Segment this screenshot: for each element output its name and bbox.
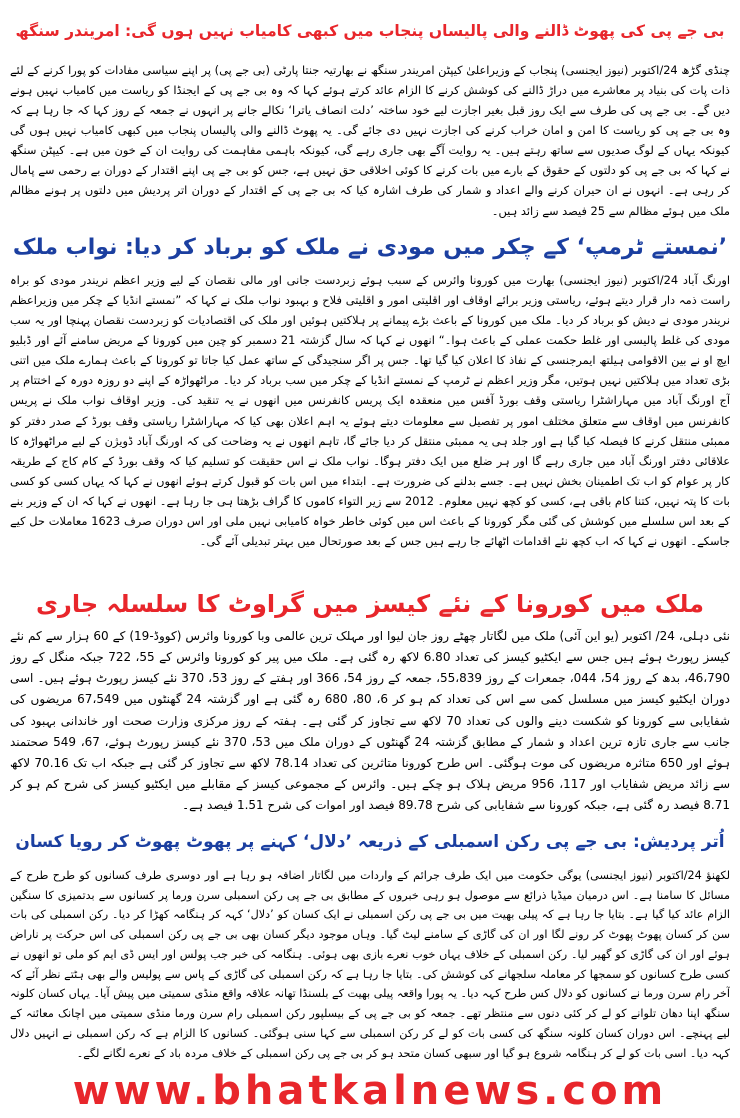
article-1-headline[interactable]: بی جے پی کی پھوٹ ڈالنے والی پالیساں پنجاب میں کبھی کامیاب نہیں ہوں گی: امریندر سنگھ	[15, 22, 725, 40]
article-3-headline[interactable]: ملک میں کورونا کے نئے کیسز میں گراوٹ کا سلسلہ جاری	[36, 590, 704, 618]
article-3-body: نئی دہلی، 24/ اکتوبر (یو این آئی) ملک میں لگاتار چھٹے روز جان لیوا اور مہلک ترین عالمی وبا کورونا وائرس (کووڈ-19) کے 60 ہزار سے کم نئے کیسز رپورٹ ہوئے ہیں جس سے ایکٹیو کیسز کی تعداد 6.80 لاکھ رہ گئی ہے۔ ملک میں پیر کو کورونا وائرس کے 55، 722 جبکہ منگل کے روز 46،790، بدھ کے روز 54، 044، جمعرات کے روز 55،839، جمعہ کے روز 54، 366 اور ہفتے کے روز 53، 370 نئے کیسز رپورٹ ہوئے ہیں۔ اسی دوران ایکٹیو کیسز میں مسلسل کمی سے اس کی تعداد کم ہو کر 6، 80، 680 رہ گئی ہے اور گزشتہ 24 گھنٹوں میں 67،549 مریضوں کی شفایابی سے کورونا کو شکست دینے والوں کی تعداد 70 لاکھ سے تجاوز کر گئی ہے۔ ہفتہ کے روز مرکزی وزارت صحت اور خاندانی بہبود کی جانب سے جاری تازہ ترین اعداد و شمار کے مطابق گزشتہ 24 گھنٹوں کے دوران ملک میں 53، 370 نئے کیسز رپورٹ ہوئے، 67، 549 صحتمند ہوئے اور 650 متاثرہ مریضوں کی موت ہوگئی۔ اس طرح کورونا متاثرین کی تعداد 78.14 لاکھ سے تجاوز کر گئی ہے جبکہ اب تک 70.16 لاکھ سے زائد مریض شفایاب اور 117، 956 مریض ہلاک ہو چکے ہیں۔ وائرس کے مجموعی کیسز کے مقابلے میں ایکٹیو کیسز کی شرح کم ہو کر 8.71 فیصد رہ گئی ہے، جبکہ کورونا سے شفایابی کی شرح 89.78 فیصد اور اموات کی شرح 1.51 فیصد ہے۔	[10, 629, 730, 813]
article-2-body: اورنگ آباد 24/اکتوبر (نیوز ایجنسی) بھارت میں کورونا وائرس کے سبب ہوئے زبردست جانی اور مالی نقصان کے لیے وزیر اعظم نریندر مودی کو براہ راست ذمہ دار قرار دیتے ہوئے، ریاستی وزیر برائے اوقاف اور اقلیتی امور و اقلیتی فلاح و بہبود نواب ملک نے کہا کہ ”نمستے انڈیا کے چکر میں وزیراعظم نریندر مودی نے دیش کو برباد کر دیا۔ ملک میں کورونا کے باعث بڑے پیمانے پر ہلاکتیں ہوئیں اور ملک کی اقتصادیات کو زبردست نقصان پہنچا اور یہ سب مودی کی غلط پالیسی اور غلط حکمت عملی کے باعث ہوا۔“ انھوں نے کہا کہ سال گزشتہ 21 دسمبر کو چین میں کورونا کے مریض سامنے آئے اور ڈبلیو ایچ او نے بین الاقوامی ہیلتھ ایمرجنسی کے نفاذ کا اعلان کیا گیا تھا۔ جس پر اگر سنجیدگی کے ساتھ عمل کیا جاتا تو کورونا کے باعث ہمارے ملک میں اتنی بڑی تعداد میں ہلاکتیں نہیں ہوتیں، مگر وزیر اعظم نے ٹرمپ کے نمستے انڈیا کے چکر میں سب برباد کر دیا۔ مراٹھواڑہ کے اپنے دو روزہ دورہ کے اختتام پر آج اورنگ آباد میں مہاراشٹرا ریاستی وقف بورڈ آفس میں منعقدہ ایک پریس کانفرنس میں انھوں نے یہ تنقید کی۔ وزیر اوقاف نواب ملک نے پریس کانفرنس میں اوقاف سے متعلق مختلف امور پر تفصیل سے معلومات دیتے ہوئے یہ اہم اعلان بھی کیا کہ مہاراشٹرا ریاستی وقف بورڈ کے صدر دفتر کو ممبئی منتقل کرنے کا فیصلہ کیا گیا ہے اور جلد ہی یہ ممبئی منتقل کر دیا جائے گا، تاہم انھوں نے یہ وضاحت کی کہ اورنگ آباد ڈویژن کے لیے مراٹھواڑہ کا علاقائی دفتر اورنگ آباد میں جاری رہے گا اور ہر ضلع میں ایک دفتر ہوگا۔ نواب ملک نے اس حقیقت کو تسلیم کیا کہ وقف بورڈ کے کام کاج کے طریقہ کار پر عوام کو اب تک اطمینان بخش نہیں ہے۔ جسے بدلنے کی ضرورت ہے۔ ابتداء میں اس بات کو قبول کرتے ہوئے انھوں نے کہا کہ یہاں کسی کو کسی بات کا پتہ نہیں، کتنا کام باقی ہے، کسی کو کچھ نہیں معلوم۔ 2012 سے زیر التواء کاموں کا گراف بڑھتا ہی جا رہا ہے۔ انھوں نے کہا کہ ان کے وزیر بنے کے بعد اس سلسلے میں کوشش کی گئی مگر کورونا کے باعث اس میں کوئی خاطر خواہ کامیابی نہیں ملی اور اس دوران صرف 1623 معاملات حل کیے جاسکے۔ انھوں نے کہا کہ اب کچھ نئے اقدامات اٹھائے جا رہے ہیں جس کے بعد صورتحال میں بہتر تبدیلی آئے گی۔	[10, 273, 730, 549]
article-1-body: چنڈی گڑھ 24/اکتوبر (نیوز ایجنسی) پنجاب کے وزیراعلیٰ کیپٹن امریندر سنگھ نے بھارتیہ جنتا پارٹی (بی جے پی) پر اپنے سیاسی مفادات کو پورا کرنے کے لئے ذات پات کی بنیاد پر معاشرے میں دراڑ ڈالنے کی کوشش کرنے کا الزام عائد کرتے ہوئے کہا کہ وہ بی جے پی کے ایجنڈا کو ریاست میں کامیاب نہیں ہونے دیں گے۔ بی جے پی کی طرف سے ایک روز قبل بغیر اجازت لیے خود ساختہ ’دلت انصاف یاترا‘ نکالے جانے پر انہوں نے جمعہ کے روز کہا کہ جا رہا ہے کہ وہ بی جے پی کو ریاست کا امن و امان خراب کرنے کی اجازت نہیں دی جائے گی۔ یہ پھوٹ ڈالنے والی پالیساں پنجاب میں کبھی کامیاب نہیں ہوں گی کیونکہ یہاں کے لوگ صدیوں سے ساتھ رہتے ہیں۔ یہ روایت آگے بھی جاری رہے گی، کیونکہ باہمی مفاہمت کی روایت ان کے خون میں ہے۔ کیپٹن سنگھ نے کہا کہ بی جے پی کو دلتوں کے حقوق کے بارے میں بات کرنے کا کوئی اخلاقی حق نہیں ہے، جس کو بی جے پی اپنے اقتدار کے دوران بے رحمی سے پامال کر رہی ہے۔ انہوں نے ان حیران کرنے والے اعداد و شمار کی طرف اشارہ کیا کہ بی جے پی کے اقتدار کے دوران اتر پردیش میں دلتوں پر ہونے مظالم ملک میں ہوئے مظالم سے 25 فیصد سے زائد ہیں۔	[10, 63, 730, 218]
site-url-footer[interactable]: www.bhatkalnews.com	[72, 1068, 668, 1114]
article-4-headline[interactable]: اُتر پردیش: بی جے پی رکن اسمبلی کے ذریعہ ’دلال‘ کہنے پر پھوٹ پھوٹ کر رویا کسان	[15, 832, 725, 852]
article-2-headline[interactable]: ’نمستے ٹرمپ‘ کے چکر میں مودی نے ملک کو برباد کر دیا: نواب ملک	[12, 235, 728, 260]
article-4-body: لکھنؤ 24/اکتوبر (نیوز ایجنسی) یوگی حکومت میں ایک طرف جرائم کے واردات میں لگاتار اضافہ ہو رہا ہے اور دوسری طرف کسانوں کو طرح طرح کے مسائل کا سامنا ہے۔ اس درمیان میڈیا ذرائع سے موصول ہو رہی خبروں کے مطابق بی جے پی رکن اسمبلی سرن ورما پر کسانوں سے بدتمیزی کا سنگین الزام عائد کیا گیا ہے۔ بتایا جا رہا ہے کہ پیلی بھیت میں بی جے پی رکن اسمبلی نے ایک کسان کو ’دلال‘ کہہ کر ہنگامہ کھڑا کر دیا۔ رکن اسمبلی کی بات سن کر کسان پھوٹ پھوٹ کر رونے لگا اور ان کی گاڑی کے سامنے لیٹ گیا۔ وہاں موجود دیگر کسان بھی بی جے پی رکن اسمبلی کی اس حرکت پر ناراض ہوئے اور ان کی گاڑی کو گھیر لیا۔ رکن اسمبلی کے خلاف یہاں خوب نعرے بازی بھی ہوئی۔ ہنگامہ کی خبر جب پولس اور ایس ڈی ایم کو ملی تو انھوں نے کسی طرح کسانوں کو سمجھا کر معاملہ سلجھانے کی کوشش کی۔ بتایا جا رہا ہے کہ رکن اسمبلی کی گاڑی کے پاس سے پولیس والے بھی ہٹتے نظر آئے کہ آخر رام سرن ورما نے کسانوں کو دلال کس طرح کہہ دیا۔ یہ پورا واقعہ پیلی بھیت کے بلسنڈا تھانہ علاقہ واقع منڈی سمیتی میں پیش آیا۔ یہاں کسان کلونہ سنگھ اپنا دھان تلوانے کو لے کر کئی دنوں سے منتظر تھے۔ جمعہ کو بی جے پی کے بیسلپور رکن اسمبلی رام سرن ورما منڈی سمیتی میں اچانک معائنہ کے لیے پہنچے۔ اس دوران کسان کلونہ سنگھ کی کسی بات کو لے کر رکن اسمبلی سے کہا سنی ہوگئی۔ کسانوں کا الزام ہے کہ رکن اسمبلی نے انہیں دلال کہہ دیا۔ اسی بات کو لے کر ہنگامہ شروع ہو گیا اور سبھی کسان متحد ہو کر بی جے پی رکن اسمبلی کے خلاف مردہ باد کے نعرے لگانے لگے۔	[10, 869, 730, 1060]
